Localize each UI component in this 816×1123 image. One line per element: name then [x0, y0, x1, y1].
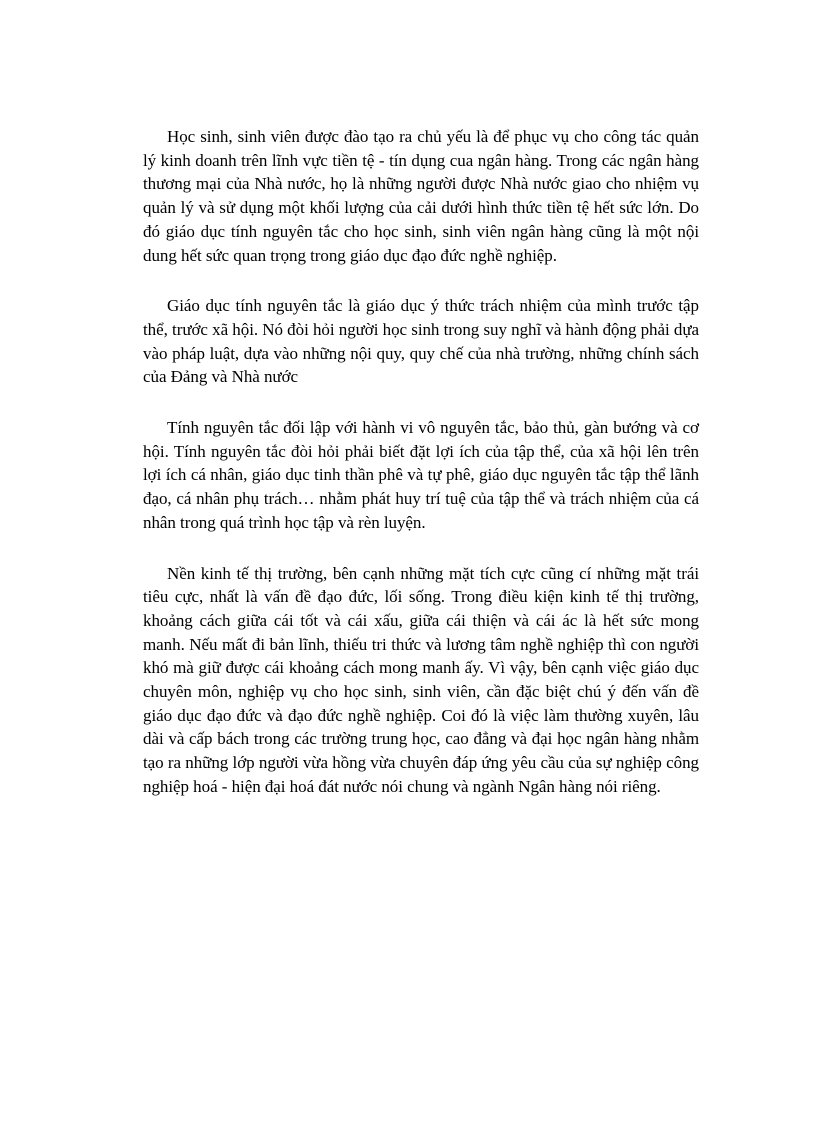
paragraph-ethics-intro: Học sinh, sinh viên được đào tạo ra chủ yếu là để phục vụ cho công tác quản lý kinh doanh trên lĩnh vực tiền tệ - tín dụng cua ngân hàng. Trong các ngân hàng thương mại của Nhà nước, họ là những người được Nhà nước giao cho nhiệm vụ quản lý và sử dụng một khối lượng của cải dưới hình thức tiền tệ hết sức lớn. Do đó giáo dục tính nguyên tắc cho học sinh, sinh viên ngân hàng cũng là một nội dung hết sức quan trọng trong giáo dục đạo đức nghề nghiệp.	[143, 127, 699, 265]
document-body	[143, 125, 699, 826]
paragraph-principle-education: Giáo dục tính nguyên tắc là giáo dục ý thức trách nhiệm của mình trước tập thể, trước xã hội. Nó đòi hỏi người học sinh trong suy nghĩ và hành động phải dựa vào pháp luật, dựa vào những nội quy, quy chế của nhà trường, những chính sách của Đảng và Nhà nước	[143, 296, 699, 387]
paragraph-market-economy: Nền kinh tế thị trường, bên cạnh những mặt tích cực cũng cí những mặt trái tiêu cực, nhất là vấn đề đạo đức, lối sống. Trong điều kiện kinh tế thị trường, khoảng cách giữa cái tốt và cái xấu, giữa cái thiện và cái ác là hết sức mong manh. Nếu mất đi bản lĩnh, thiếu tri thức và lương tâm nghề nghiệp thì con người khó mà giữ được cái khoảng cách mong manh ấy. Vì vậy, bên cạnh việc giáo dục chuyên môn, nghiệp vụ cho học sinh, sinh viên, cần đặc biệt chú ý đến vấn đề giáo dục đạo đức và đạo đức nghề nghiệp. Coi đó là việc làm thường xuyên, lâu dài và cấp bách trong các trường trung học, cao đẳng và đại học ngân hàng nhằm tạo ra những lớp người vừa hồng vừa chuyên đáp ứng yêu cầu của sự nghiệp công nghiệp hoá - hiện đại hoá đát nước nói chung và ngành Ngân hàng nói riêng.	[143, 563, 699, 796]
paragraph-principle-opposition: Tính nguyên tắc đối lập với hành vi vô nguyên tắc, bảo thủ, gàn bướng và cơ hội. Tính nguyên tắc đòi hỏi phải biết đặt lợi ích của tập thể, của xã hội lên trên lợi ích cá nhân, giáo dục tinh thần phê và tự phê, giáo dục nguyên tắc tập thể lãnh đạo, cá nhân phụ trách… nhằm phát huy trí tuệ của tập thể và trách nhiệm của cá nhân trong quá trình học tập và rèn luyện.	[143, 418, 699, 532]
